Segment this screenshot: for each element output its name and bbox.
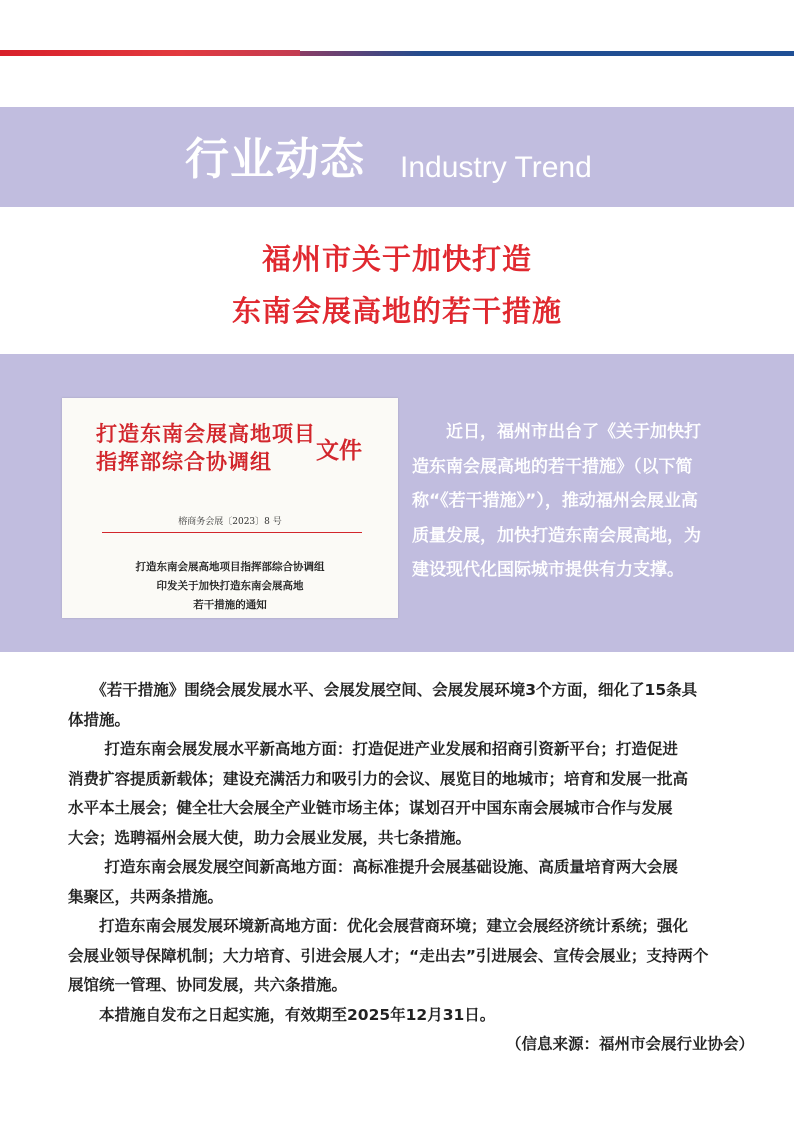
- document-subject-line: 若干措施的通知: [193, 599, 267, 611]
- body-line: 集聚区，共两条措施。: [68, 887, 224, 906]
- top-accent-bar-red: [0, 50, 300, 56]
- document-issuer-line: 打造东南会展高地项目: [96, 421, 316, 446]
- intro-line: 质量发展，加快打造东南会展高地，为: [412, 525, 701, 546]
- body-line: 大会；选聘福州会展大使，助力会展业发展，共七条措施。: [68, 828, 472, 847]
- section-header-band: [0, 107, 794, 207]
- section-title-cn: 行业动态: [185, 134, 365, 185]
- document-red-rule: [102, 532, 362, 533]
- article-body: [68, 676, 760, 1060]
- article-title-line-1: 福州市关于加快打造: [261, 242, 532, 276]
- document-subject: [62, 558, 398, 615]
- section-title-en: Industry Trend: [400, 151, 592, 184]
- body-line: 消费扩容提质新载体；建设充满活力和吸引力的会议、展览目的地城市；培育和发展一批高: [68, 769, 689, 788]
- body-paragraph-level: [68, 735, 760, 853]
- document-file-word: 文件: [316, 437, 362, 464]
- info-source: （信息来源：福州市会展行业协会）: [505, 1035, 754, 1053]
- top-accent-bar: [0, 50, 794, 56]
- article-title-line-2: 东南会展高地的若干措施: [231, 294, 562, 328]
- document-number: 榕商务会展〔2023〕8 号: [178, 517, 282, 527]
- top-accent-bar-blue: [300, 51, 794, 56]
- document-issuer: [96, 420, 316, 476]
- body-paragraph-environment: [68, 912, 760, 1001]
- intro-line: 造东南会展高地的若干措施》（以下简: [412, 456, 693, 477]
- body-line: 打造东南会展发展水平新高地方面：打造促进产业发展和招商引资新平台；打造促进: [68, 740, 678, 758]
- body-line: 打造东南会展发展环境新高地方面：优化会展营商环境；建立会展经济统计系统；强化: [68, 917, 689, 935]
- body-line: 展馆统一管理、协同发展，共六条措施。: [68, 976, 348, 994]
- body-paragraph-validity: [68, 1001, 760, 1031]
- document-subject-line: 打造东南会展高地项目指挥部综合协调组: [135, 561, 325, 573]
- document-image: [62, 398, 398, 618]
- intro-line: 近日，福州市出台了《关于加快打: [412, 422, 701, 442]
- body-line: 本措施自发布之日起实施，有效期至2025年12月31日。: [68, 1005, 496, 1024]
- intro-line: 建设现代化国际城市提供有力支撑。: [412, 560, 684, 580]
- intro-paragraph: [412, 415, 758, 588]
- document-issuer-line: 指挥部综合协调组: [96, 449, 272, 474]
- intro-line: 称“《若干措施》”），推动福州会展业高: [412, 491, 698, 511]
- body-line: 会展业领导保障机制；大力培育、引进会展人才；“走出去”引进展会、宣传会展业；支持两个: [68, 946, 709, 965]
- document-subject-line: 印发关于加快打造东南会展高地: [156, 580, 304, 592]
- body-line: 水平本土展会；健全壮大会展全产业链市场主体；谋划召开中国东南会展城市合作与发展: [68, 799, 673, 817]
- body-line: 《若干措施》围绕会展发展水平、会展发展空间、会展发展环境3个方面，细化了15条具: [68, 681, 698, 699]
- body-paragraph-overview: [68, 676, 760, 735]
- body-line: 体措施。: [68, 710, 131, 729]
- body-paragraph-space: [68, 853, 760, 912]
- body-line: 打造东南会展发展空间新高地方面：高标准提升会展基础设施、高质量培育两大会展: [68, 858, 678, 876]
